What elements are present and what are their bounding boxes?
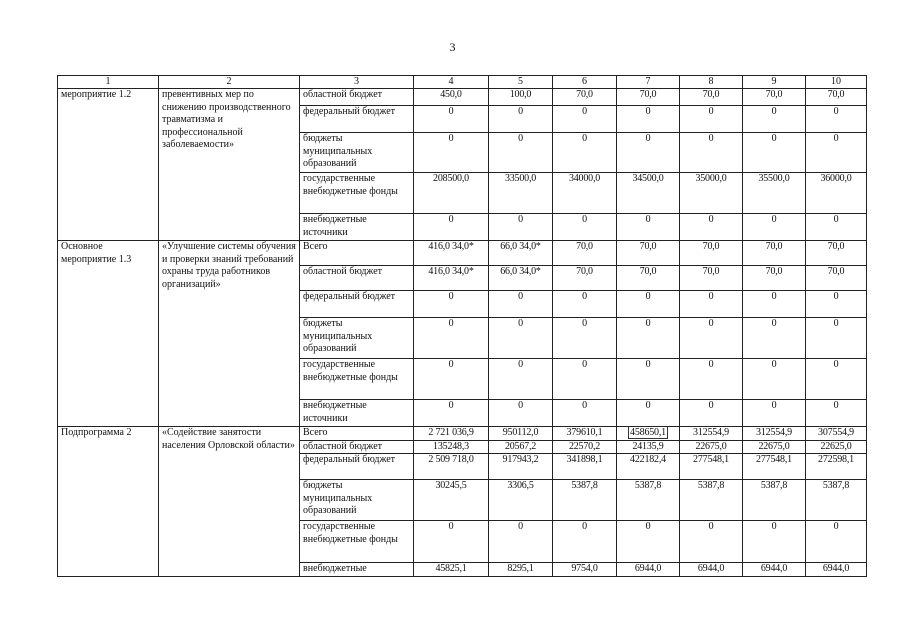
amount-cell: 0: [553, 318, 617, 359]
funding-source-cell: бюджеты муниципальных образований: [300, 318, 414, 359]
header-col-8: 8: [680, 76, 743, 89]
amount-cell: 5387,8: [680, 480, 743, 521]
amount-cell: 450,0: [414, 89, 489, 106]
amount-cell: 0: [680, 291, 743, 318]
amount-cell: 100,0: [489, 89, 553, 106]
amount-cell: 36000,0: [806, 173, 867, 214]
measure-name-cell: превентивных мер по снижению производственного травматизма и профессиональной заболеваемости»: [159, 89, 300, 241]
amount-cell: 0: [489, 133, 553, 173]
amount-value-boxed: 458650,1: [630, 427, 666, 438]
amount-cell: 0: [414, 291, 489, 318]
amount-cell: 6944,0: [743, 563, 806, 577]
amount-cell: 0: [414, 521, 489, 563]
amount-cell: 6944,0: [617, 563, 680, 577]
amount-cell: 0: [489, 291, 553, 318]
amount-cell: 0: [680, 359, 743, 400]
table-row: [58, 89, 867, 106]
amount-cell: 277548,1: [680, 454, 743, 480]
header-col-7: 7: [617, 76, 680, 89]
funding-source-cell: государственные внебюджетные фонды: [300, 173, 414, 214]
funding-source-cell: Всего: [300, 241, 414, 266]
amount-cell: 272598,1: [806, 454, 867, 480]
amount-cell: 70,0: [806, 241, 867, 266]
amount-cell: 35500,0: [743, 173, 806, 214]
funding-source-cell: внебюджетные источники: [300, 400, 414, 427]
amount-cell: 5387,8: [553, 480, 617, 521]
amount-cell: 22625,0: [806, 440, 867, 454]
amount-cell: 0: [806, 214, 867, 241]
amount-cell: 0: [806, 359, 867, 400]
amount-cell: 6944,0: [806, 563, 867, 577]
header-col-4: 4: [414, 76, 489, 89]
amount-cell: 0: [680, 106, 743, 133]
funding-source-cell: федеральный бюджет: [300, 106, 414, 133]
amount-cell: 5387,8: [806, 480, 867, 521]
amount-cell: 0: [806, 521, 867, 563]
amount-cell: 70,0: [743, 266, 806, 291]
amount-cell: 22675,0: [743, 440, 806, 454]
amount-cell: 0: [617, 400, 680, 427]
amount-cell: [617, 427, 680, 441]
amount-cell: 66,0 34,0*: [489, 266, 553, 291]
amount-cell: 307554,9: [806, 427, 867, 441]
amount-cell: 0: [553, 214, 617, 241]
amount-cell: 33500,0: [489, 173, 553, 214]
amount-cell: 5387,8: [617, 480, 680, 521]
amount-cell: 8295,1: [489, 563, 553, 577]
amount-cell: 416,0 34,0*: [414, 266, 489, 291]
table-row: [58, 241, 867, 266]
amount-cell: 70,0: [743, 89, 806, 106]
amount-cell: 0: [414, 318, 489, 359]
header-col-6: 6: [553, 76, 617, 89]
amount-cell: 416,0 34,0*: [414, 241, 489, 266]
amount-cell: 0: [414, 359, 489, 400]
amount-cell: 0: [617, 133, 680, 173]
amount-cell: 0: [806, 133, 867, 173]
funding-source-cell: областной бюджет: [300, 266, 414, 291]
amount-cell: 0: [489, 106, 553, 133]
amount-cell: 5387,8: [743, 480, 806, 521]
header-col-9: 9: [743, 76, 806, 89]
amount-cell: 70,0: [806, 266, 867, 291]
amount-cell: 0: [806, 400, 867, 427]
amount-cell: 0: [414, 214, 489, 241]
amount-cell: 45825,1: [414, 563, 489, 577]
amount-cell: 0: [553, 133, 617, 173]
measure-code-cell: Подпрограмма 2: [58, 427, 159, 577]
amount-cell: 0: [743, 106, 806, 133]
amount-cell: 2 721 036,9: [414, 427, 489, 441]
funding-source-cell: областной бюджет: [300, 440, 414, 454]
measure-code-cell: Основное мероприятие 1.3: [58, 241, 159, 427]
amount-cell: 34500,0: [617, 173, 680, 214]
amount-cell: 341898,1: [553, 454, 617, 480]
amount-cell: 0: [489, 400, 553, 427]
amount-cell: 0: [617, 359, 680, 400]
amount-cell: 0: [743, 214, 806, 241]
measure-code-cell: мероприятие 1.2: [58, 89, 159, 241]
funding-source-cell: государственные внебюджетные фонды: [300, 359, 414, 400]
amount-cell: 312554,9: [680, 427, 743, 441]
funding-source-cell: областной бюджет: [300, 89, 414, 106]
amount-cell: 135248,3: [414, 440, 489, 454]
amount-cell: 0: [680, 214, 743, 241]
amount-cell: 0: [680, 400, 743, 427]
amount-cell: 0: [743, 400, 806, 427]
amount-cell: 0: [553, 359, 617, 400]
amount-cell: 0: [680, 318, 743, 359]
amount-cell: 312554,9: [743, 427, 806, 441]
measure-name-cell: «Улучшение системы обучения и проверки знаний требований охраны труда работников организаций»: [159, 241, 300, 427]
amount-cell: 6944,0: [680, 563, 743, 577]
amount-cell: 0: [553, 400, 617, 427]
measure-name-cell: «Содействие занятости населения Орловской области»: [159, 427, 300, 577]
header-row: [58, 76, 867, 89]
amount-cell: 950112,0: [489, 427, 553, 441]
amount-cell: 0: [806, 318, 867, 359]
amount-cell: 208500,0: [414, 173, 489, 214]
amount-cell: 2 509 718,0: [414, 454, 489, 480]
amount-cell: 379610,1: [553, 427, 617, 441]
amount-cell: 22570,2: [553, 440, 617, 454]
amount-cell: 0: [617, 318, 680, 359]
amount-cell: 70,0: [680, 241, 743, 266]
amount-cell: 277548,1: [743, 454, 806, 480]
amount-cell: 70,0: [806, 89, 867, 106]
header-col-5: 5: [489, 76, 553, 89]
amount-cell: 30245,5: [414, 480, 489, 521]
amount-cell: 0: [743, 521, 806, 563]
funding-source-cell: федеральный бюджет: [300, 454, 414, 480]
amount-cell: 70,0: [617, 89, 680, 106]
table-body: [58, 89, 867, 577]
amount-cell: 20567,2: [489, 440, 553, 454]
amount-cell: 0: [414, 133, 489, 173]
amount-cell: 0: [553, 521, 617, 563]
amount-cell: 66,0 34,0*: [489, 241, 553, 266]
amount-cell: 0: [414, 106, 489, 133]
amount-cell: 70,0: [743, 241, 806, 266]
amount-cell: 70,0: [680, 266, 743, 291]
funding-source-cell: внебюджетные: [300, 563, 414, 577]
amount-cell: 0: [743, 133, 806, 173]
amount-cell: 0: [680, 133, 743, 173]
amount-cell: 70,0: [617, 266, 680, 291]
amount-cell: 0: [806, 106, 867, 133]
amount-cell: 0: [806, 291, 867, 318]
amount-cell: 0: [743, 359, 806, 400]
amount-cell: 22675,0: [680, 440, 743, 454]
amount-cell: 35000,0: [680, 173, 743, 214]
page-number: 3: [449, 40, 456, 54]
amount-cell: 9754,0: [553, 563, 617, 577]
header-col-2: 2: [159, 76, 300, 89]
amount-cell: 0: [617, 106, 680, 133]
amount-cell: 0: [553, 106, 617, 133]
amount-cell: 0: [680, 521, 743, 563]
amount-cell: 70,0: [553, 241, 617, 266]
funding-source-cell: внебюджетные источники: [300, 214, 414, 241]
amount-cell: 70,0: [553, 89, 617, 106]
budget-table: [57, 75, 867, 577]
funding-source-cell: бюджеты муниципальных образований: [300, 480, 414, 521]
amount-cell: 0: [743, 318, 806, 359]
header-col-1: 1: [58, 76, 159, 89]
amount-cell: 70,0: [617, 241, 680, 266]
amount-cell: 917943,2: [489, 454, 553, 480]
amount-cell: 0: [617, 214, 680, 241]
amount-cell: 0: [743, 291, 806, 318]
amount-cell: 0: [489, 318, 553, 359]
header-col-3: 3: [300, 76, 414, 89]
amount-cell: 0: [489, 359, 553, 400]
amount-cell: 3306,5: [489, 480, 553, 521]
amount-cell: 0: [414, 400, 489, 427]
amount-cell: 0: [617, 521, 680, 563]
header-col-10: 10: [806, 76, 867, 89]
funding-source-cell: Всего: [300, 427, 414, 441]
amount-cell: 24135,9: [617, 440, 680, 454]
amount-cell: 70,0: [553, 266, 617, 291]
table-row: [58, 427, 867, 441]
amount-cell: 0: [489, 214, 553, 241]
amount-cell: 70,0: [680, 89, 743, 106]
amount-cell: 0: [617, 291, 680, 318]
amount-cell: 0: [489, 521, 553, 563]
funding-source-cell: государственные внебюджетные фонды: [300, 521, 414, 563]
funding-source-cell: федеральный бюджет: [300, 291, 414, 318]
amount-cell: 422182,4: [617, 454, 680, 480]
amount-cell: 0: [553, 291, 617, 318]
amount-cell: 34000,0: [553, 173, 617, 214]
funding-source-cell: бюджеты муниципальных образований: [300, 133, 414, 173]
